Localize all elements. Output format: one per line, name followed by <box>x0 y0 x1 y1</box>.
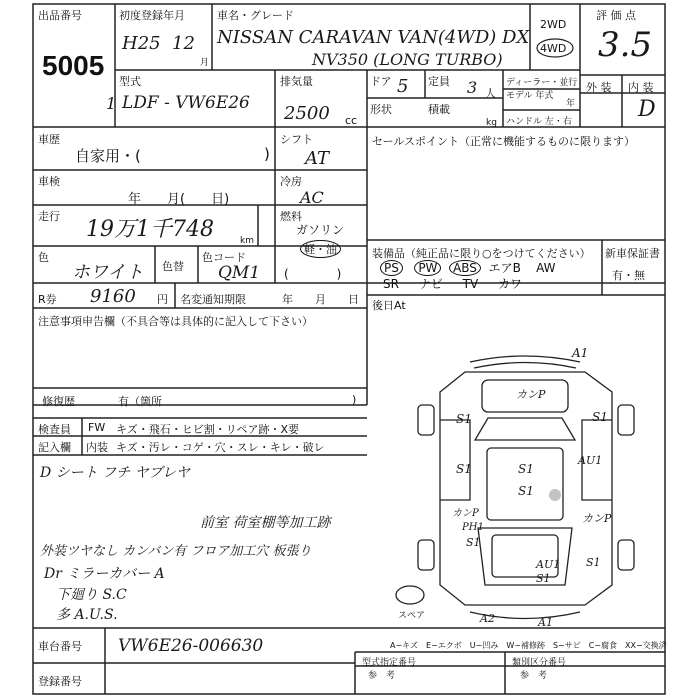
fw-label: FW <box>88 421 106 434</box>
tax-value: 9160 <box>90 286 136 307</box>
displacement-value: 2500 <box>284 103 330 124</box>
damage-mark-10: PH1 <box>462 522 484 533</box>
damage-mark-8: S1 <box>518 484 534 498</box>
history-value: 自家用・( <box>75 147 141 165</box>
damage-mark-13: AU1 <box>536 558 561 571</box>
reg-month: 12 <box>172 33 195 54</box>
fw-items: キズ・飛石・ヒビ割・リペア跡・X要 <box>116 423 300 436</box>
score-label: 評 価 点 <box>596 9 636 22</box>
inspection-label: 車検 <box>38 175 60 188</box>
damage-mark-15: S1 <box>586 556 601 569</box>
damage-mark-14: S1 <box>536 572 551 585</box>
reference-label-2: 参 考 <box>520 671 548 681</box>
model-label: 型式 <box>119 75 141 88</box>
sales-point-label: セールスポイント（正常に機能するものに限ります） <box>372 135 636 148</box>
comment-3: 外装ツヤなし カンバン有 フロア加工穴 板張り <box>40 544 312 559</box>
ac-value: AC <box>300 188 324 207</box>
shape-label: 形状 <box>370 103 392 116</box>
tax-unit: 円 <box>157 293 168 306</box>
interior-grade: D <box>638 97 656 122</box>
notes-label: 注意事項申告欄（不具合等は具体的に記入して下さい） <box>38 315 313 328</box>
damage-mark-6: AU1 <box>578 454 603 467</box>
color-code-paren: ( ) <box>284 267 342 281</box>
history-close: ) <box>264 145 270 163</box>
mileage-unit: km <box>240 236 254 246</box>
inspector-label-2: 記入欄 <box>38 441 71 454</box>
equip-navi: ナビ <box>418 277 443 291</box>
repair-value: 有（箇所 <box>118 395 162 408</box>
damage-mark-12: カンP <box>582 512 612 525</box>
fuel-options: 軽・油 <box>300 240 341 258</box>
capacity-unit: 人 <box>485 87 496 100</box>
interior-inspect-items: キズ・汚レ・コゲ・穴・スレ・キレ・破レ <box>116 441 325 454</box>
damage-mark-11: S1 <box>466 536 481 549</box>
score-value: 3.5 <box>598 25 653 65</box>
history-label: 車歴 <box>38 133 60 146</box>
door-value: 5 <box>397 76 409 97</box>
equip-sr: SR <box>383 277 399 291</box>
shift-value: AT <box>305 148 330 169</box>
damage-mark-9: カンP <box>452 508 479 519</box>
equip-airbag: エアB <box>488 261 521 275</box>
color-label: 色 <box>38 251 49 264</box>
comment-5: 下廻り S.C <box>56 587 127 603</box>
comment-2: 前室 荷室棚等加工跡 <box>200 515 331 531</box>
interior-inspect-label: 内装 <box>86 441 108 454</box>
comment-6: 多 A.U.S. <box>56 607 118 623</box>
drive-2wd: 2WD <box>540 18 567 31</box>
reference-label-1: 参 考 <box>368 671 396 681</box>
mileage-label: 走行 <box>38 210 60 223</box>
model-year-label: モデル 年式 <box>506 91 554 101</box>
chassis-label: 車台番号 <box>38 640 82 653</box>
color-change-label: 色替 <box>162 260 184 273</box>
drive-4wd: 4WD <box>540 42 567 55</box>
deadline-label: 名変通知期限 <box>180 293 246 306</box>
equip-tv: TV <box>462 277 479 291</box>
deadline-value: 年 月 日 <box>282 293 359 306</box>
warranty-options: 有・無 <box>612 269 645 282</box>
exterior-label: 外 装 <box>586 81 612 94</box>
capacity-value: 3 <box>467 78 478 97</box>
color-code-label: 色コード <box>202 251 246 264</box>
chassis-number: VW6E26-006630 <box>118 636 264 656</box>
car-label: 車名・グレード <box>217 9 294 22</box>
equip-abs: ABS <box>449 260 481 276</box>
damage-mark-7: S1 <box>518 462 534 476</box>
displacement-unit: cc <box>345 114 358 127</box>
load-label: 積載 <box>428 103 450 116</box>
warranty-label: 新車保証書 <box>605 247 660 260</box>
fuel-label: 燃料 <box>280 210 302 223</box>
damage-mark-2: カンP <box>516 388 546 401</box>
door-label: ドア <box>370 75 392 88</box>
tax-label: R券 <box>38 293 57 306</box>
lot-label: 出品番号 <box>38 9 82 22</box>
model-code: LDF - VW6E26 <box>122 93 250 113</box>
lot-number: 5005 <box>42 50 105 81</box>
reg-label: 初度登録年月 <box>119 9 185 22</box>
handle-label: ハンドル 左・右 <box>506 117 572 127</box>
shift-label: シフト <box>280 133 313 146</box>
equipment-label: 装備品（純正品に限り○をつけてください） <box>372 247 591 260</box>
interior-label: 内 装 <box>628 81 654 94</box>
year-unit: 年 <box>566 99 576 109</box>
car-name-line1: NISSAN CARAVAN VAN(4WD) DX <box>217 27 530 48</box>
damage-mark-4: S1 <box>592 410 608 424</box>
capacity-label: 定員 <box>428 75 450 88</box>
fuel-value: ガソリン <box>296 223 345 237</box>
equip-ps: PS <box>380 260 403 276</box>
dealer-label: ディーラー・並行 <box>506 78 578 88</box>
damage-mark-5: S1 <box>456 462 472 476</box>
inspector-label-1: 検査員 <box>38 423 71 436</box>
damage-mark-3: S1 <box>456 412 472 426</box>
comment-1: D シート フチ ヤブレヤ <box>40 465 191 481</box>
damage-mark-17: A1 <box>538 616 553 629</box>
spare-label: スペア <box>398 611 426 621</box>
inspection-value: 年 月( 日) <box>128 192 230 207</box>
damage-mark-16: A2 <box>480 612 495 625</box>
damage-legend: A−キズ E−エクボ U−凹み W−補修跡 S−サビ C−腐食 XX−交換済 <box>390 641 667 650</box>
equip-aw: AW <box>536 261 556 275</box>
form-number-label: 型式指定番号 <box>362 658 417 668</box>
displacement-label: 排気量 <box>280 75 313 88</box>
color-code-value: QM1 <box>218 263 261 283</box>
load-unit: kg <box>486 118 497 128</box>
registration-label: 登録番号 <box>38 675 82 688</box>
equip-pw: PW <box>414 260 441 276</box>
after-label: 後日At <box>372 299 406 312</box>
repair-label: 修復歴 <box>42 395 75 408</box>
model-prefix: 1 <box>106 94 117 113</box>
comment-4: Dr ミラーカバー A <box>44 566 165 582</box>
damage-mark-1: A1 <box>572 346 589 360</box>
class-number-label: 類別区分番号 <box>512 658 567 668</box>
month-unit: 月 <box>200 58 210 68</box>
car-name-line2: NV350 (LONG TURBO) <box>312 50 503 69</box>
color-value: ホワイト <box>72 262 144 283</box>
reg-era: H25 <box>122 33 161 54</box>
mileage-value: 19万1千748 <box>86 217 214 242</box>
repair-close: ) <box>352 393 357 406</box>
equip-leather: カワ <box>498 277 523 291</box>
ac-label: 冷房 <box>280 175 302 188</box>
